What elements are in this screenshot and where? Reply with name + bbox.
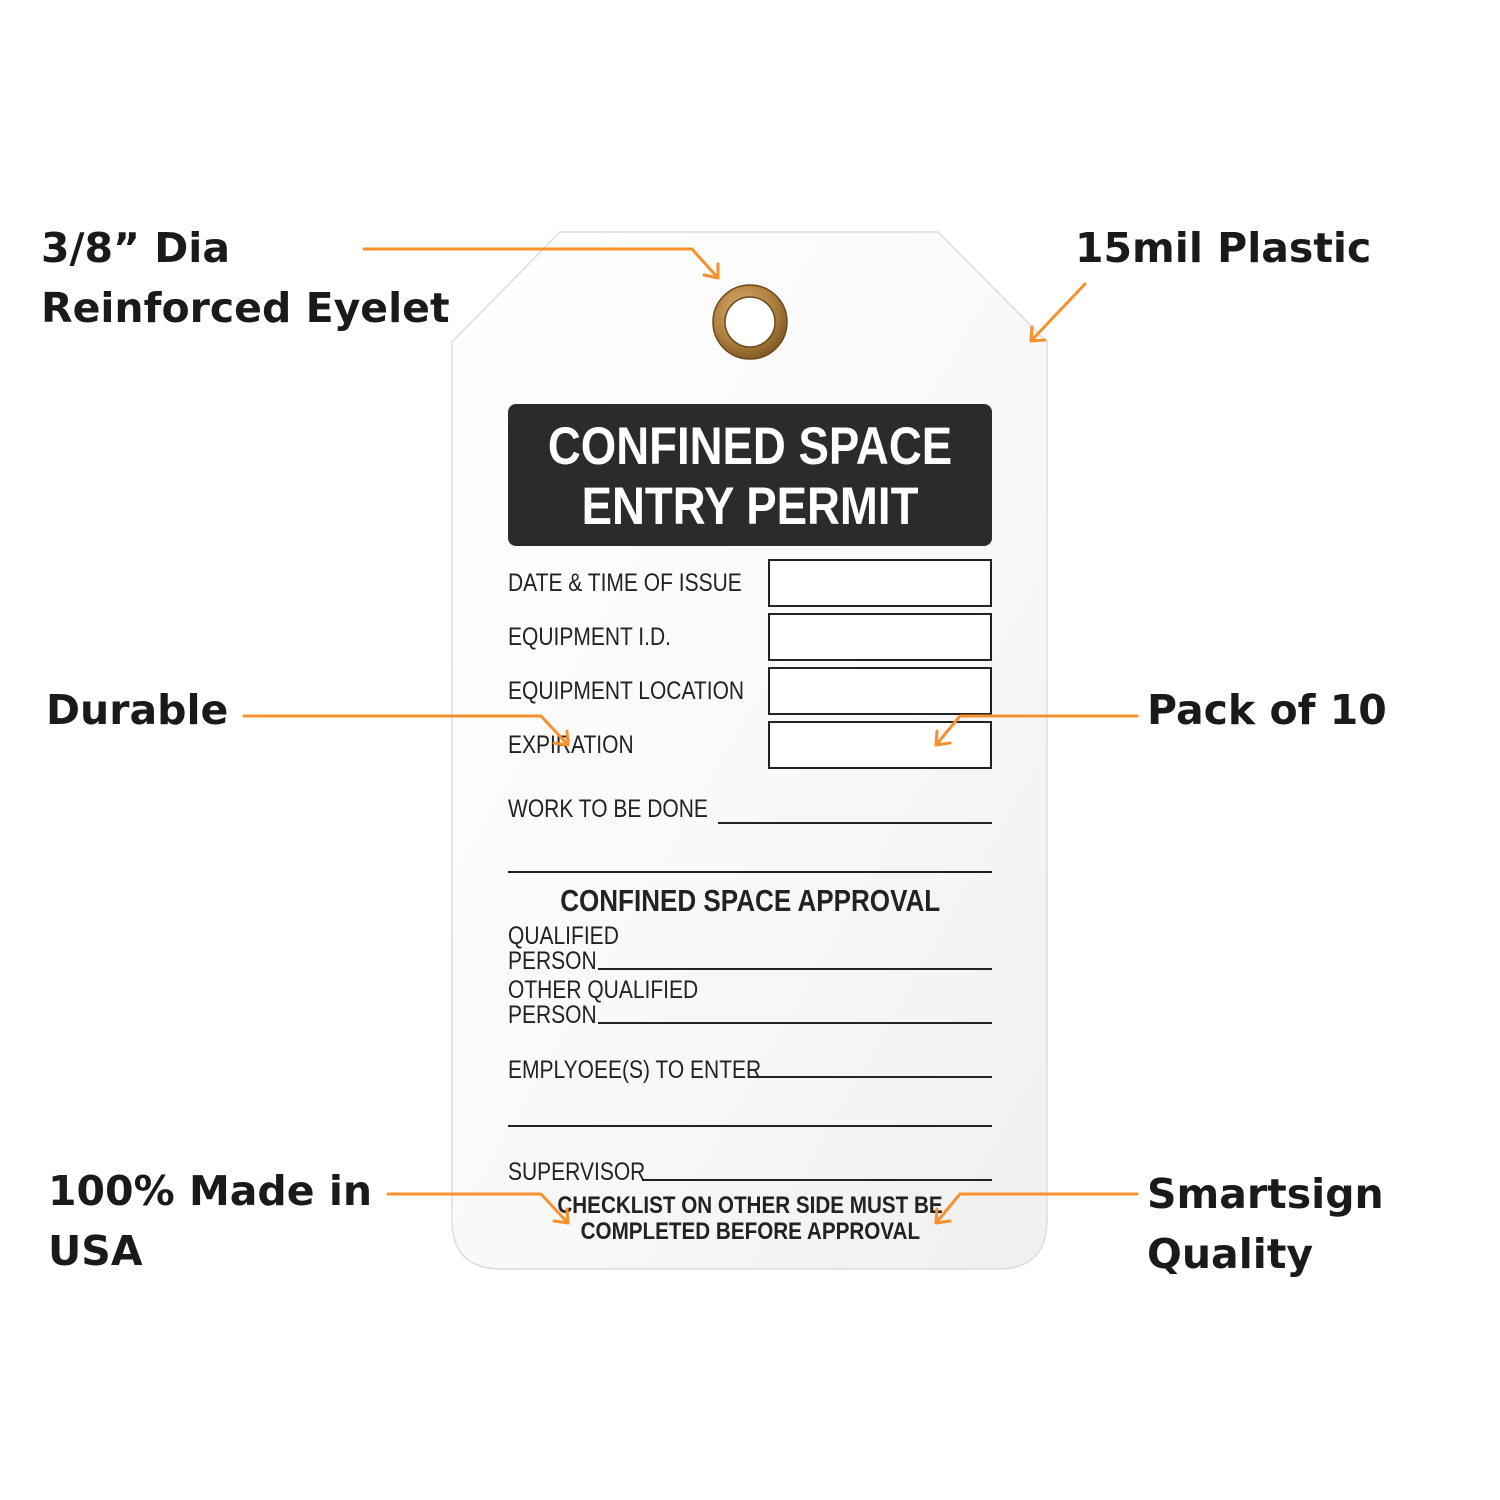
plastic-arrow — [1031, 284, 1085, 341]
quality-arrow — [936, 1194, 1137, 1223]
callout-made-in-line1: 100% Made in — [48, 1167, 373, 1215]
callout-durable: Durable — [46, 686, 229, 734]
callout-eyelet — [41, 218, 450, 338]
pack-arrow — [936, 716, 1137, 745]
callout-made-in-line2: USA — [48, 1227, 143, 1275]
callout-made-in — [48, 1161, 372, 1281]
other-qualified-person-line2: PERSON — [508, 1001, 597, 1029]
qualified-person-line2: PERSON — [508, 947, 597, 975]
field-label-date-time: DATE & TIME OF ISSUE — [508, 569, 742, 597]
footer-line1: CHECKLIST ON OTHER SIDE MUST BE — [557, 1192, 943, 1219]
callout-plastic: 15mil Plastic — [1075, 224, 1372, 272]
employees-to-enter-label: EMPLYOEE(S) TO ENTER — [508, 1056, 762, 1084]
callout-pack: Pack of 10 — [1147, 686, 1387, 734]
callout-eyelet-line1: 3/8” Dia — [41, 224, 231, 272]
approval-heading: CONFINED SPACE APPROVAL — [559, 883, 941, 918]
qualified-person-line1: QUALIFIED — [508, 922, 619, 950]
callout-quality — [1147, 1164, 1384, 1284]
tag-title-line1: CONFINED SPACE — [547, 417, 953, 476]
footer-line2: COMPLETED BEFORE APPROVAL — [580, 1218, 920, 1245]
field-label-expiration: EXPIRATION — [508, 731, 634, 759]
work-to-be-done-label: WORK TO BE DONE — [508, 795, 708, 823]
callout-quality-line1: Smartsign — [1147, 1170, 1384, 1218]
supervisor-label: SUPERVISOR — [508, 1158, 646, 1186]
callout-quality-line2: Quality — [1147, 1230, 1314, 1278]
field-label-equipment-id: EQUIPMENT I.D. — [508, 623, 671, 651]
tag-title-line2: ENTRY PERMIT — [581, 477, 919, 536]
made-in-arrow — [388, 1194, 568, 1223]
callout-eyelet-line2: Reinforced Eyelet — [41, 284, 450, 332]
durable-arrow — [244, 716, 568, 745]
other-qualified-person-line1: OTHER QUALIFIED — [508, 976, 699, 1004]
field-label-equipment-location: EQUIPMENT LOCATION — [508, 677, 745, 705]
